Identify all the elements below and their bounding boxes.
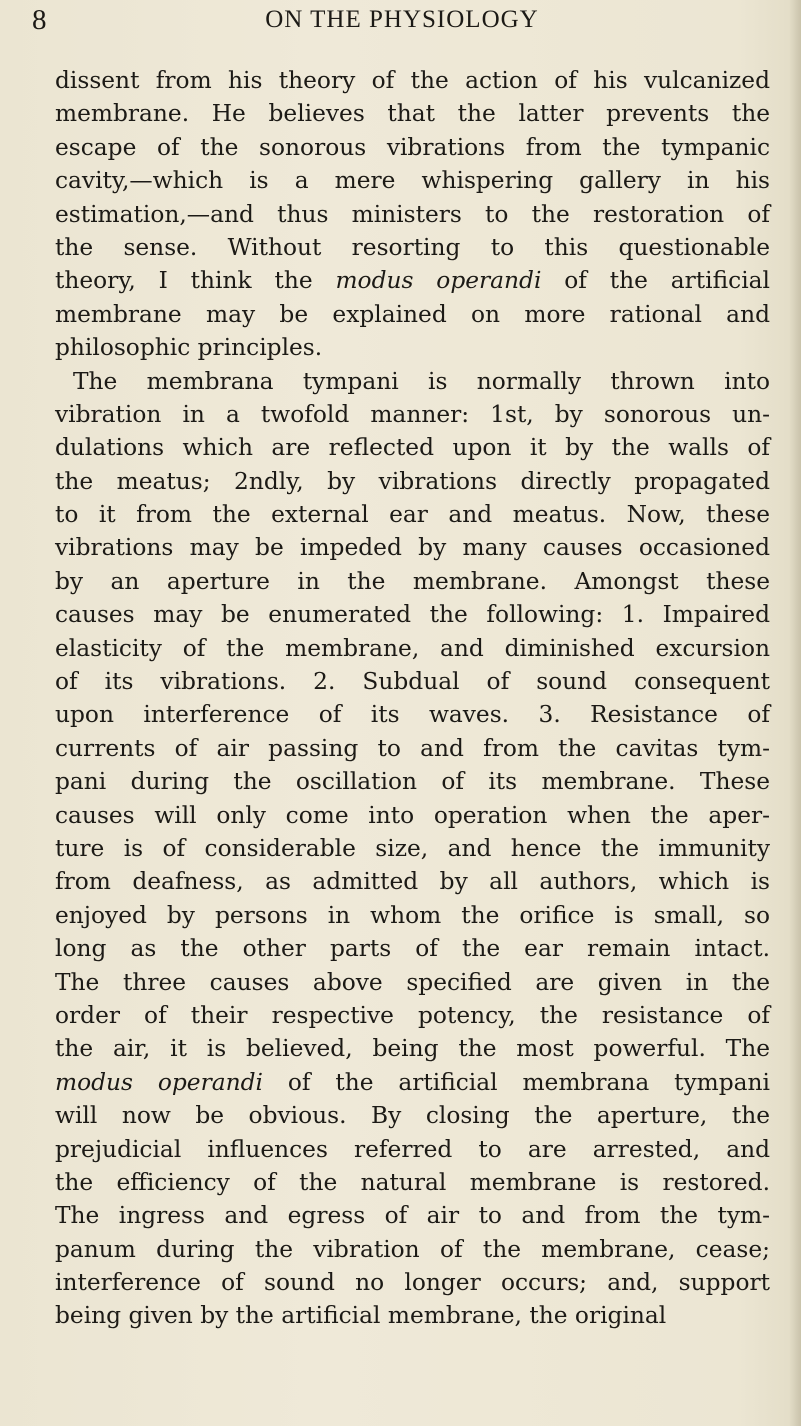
text-line: by an aperture in the membrane. Amongst these: [55, 567, 770, 595]
paragraph-start-line: The membrana tympani is normally thrown into: [73, 367, 770, 395]
page-edge-shadow: [789, 0, 801, 1426]
text-line: interference of sound no longer occurs; and, support: [55, 1269, 770, 1297]
text-line: to it from the external ear and meatus. Now, these: [55, 501, 770, 529]
text-line: philosophic principles.: [55, 334, 323, 362]
text-line: upon interference of its waves. 3. Resistance of: [55, 701, 770, 729]
page-header: [32, 4, 772, 44]
text-line: the air, it is believed, being the most powerful. The: [55, 1035, 770, 1063]
text-line: dulations which are reflected upon it by the walls of: [55, 434, 770, 462]
text-line: the efficiency of the natural membrane is restored.: [55, 1168, 770, 1196]
text-line: the sense. Without resorting to this questionable: [55, 233, 770, 261]
text-line: membrane. He believes that the latter prevents the: [55, 100, 770, 128]
page-number: 8: [32, 4, 47, 36]
text-line: causes will only come into operation when the aper-: [55, 801, 770, 829]
text-line: estimation,—and thus ministers to the restoration of: [55, 200, 770, 228]
text-line: elasticity of the membrane, and diminished excursion: [55, 634, 770, 662]
text-line: escape of the sonorous vibrations from the tympanic: [55, 133, 770, 161]
text-line: enjoyed by persons in whom the orifice is small, so: [55, 901, 770, 929]
text-line: vibrations may be impeded by many causes occasioned: [55, 534, 770, 562]
text-line: causes may be enumerated the following: 1. Impaired: [55, 601, 770, 629]
text-line: will now be obvious. By closing the aperture, the: [55, 1102, 770, 1130]
text-line: being given by the artificial membrane, the original: [55, 1302, 667, 1330]
text-line: vibration in a twofold manner: 1st, by sonorous un-: [55, 400, 770, 428]
text-line: from deafness, as admitted by all authors, which is: [55, 868, 770, 896]
text-line: pani during the oscillation of its membrane. These: [55, 768, 770, 796]
italic-phrase: modus operandi: [55, 1068, 263, 1096]
text-line: dissent from his theory of the action of his vulcanized: [55, 67, 770, 94]
text-line: the meatus; 2ndly, by vibrations directly propagated: [55, 467, 770, 495]
text-line: panum during the vibration of the membrane, cease;: [55, 1235, 770, 1263]
text-line-italic: modus operandi of the artificial membrana tympani: [55, 1068, 770, 1096]
text-line: of its vibrations. 2. Subdual of sound consequent: [55, 668, 770, 696]
text-line: prejudicial influences referred to are arrested, and: [55, 1135, 770, 1163]
text-line: long as the other parts of the ear remain intact.: [55, 935, 770, 963]
italic-phrase: modus operandi: [335, 267, 542, 295]
text-line: The three causes above specified are given in the: [55, 968, 770, 996]
text-line: order of their respective potency, the resistance of: [55, 1001, 770, 1029]
body-text: [55, 64, 770, 1333]
text-line: cavity,—which is a mere whispering gallery in his: [55, 167, 770, 195]
text-line-italic: theory, I think the modus operandi of the artificial: [55, 267, 770, 295]
text-line: ture is of considerable size, and hence the immunity: [55, 834, 770, 862]
text-line: currents of air passing to and from the cavitas tym-: [55, 734, 770, 762]
running-head: ON THE PHYSIOLOGY: [265, 6, 539, 33]
text-line: membrane may be explained on more rational and: [55, 300, 770, 328]
text-line: The ingress and egress of air to and from the tym-: [55, 1202, 770, 1230]
